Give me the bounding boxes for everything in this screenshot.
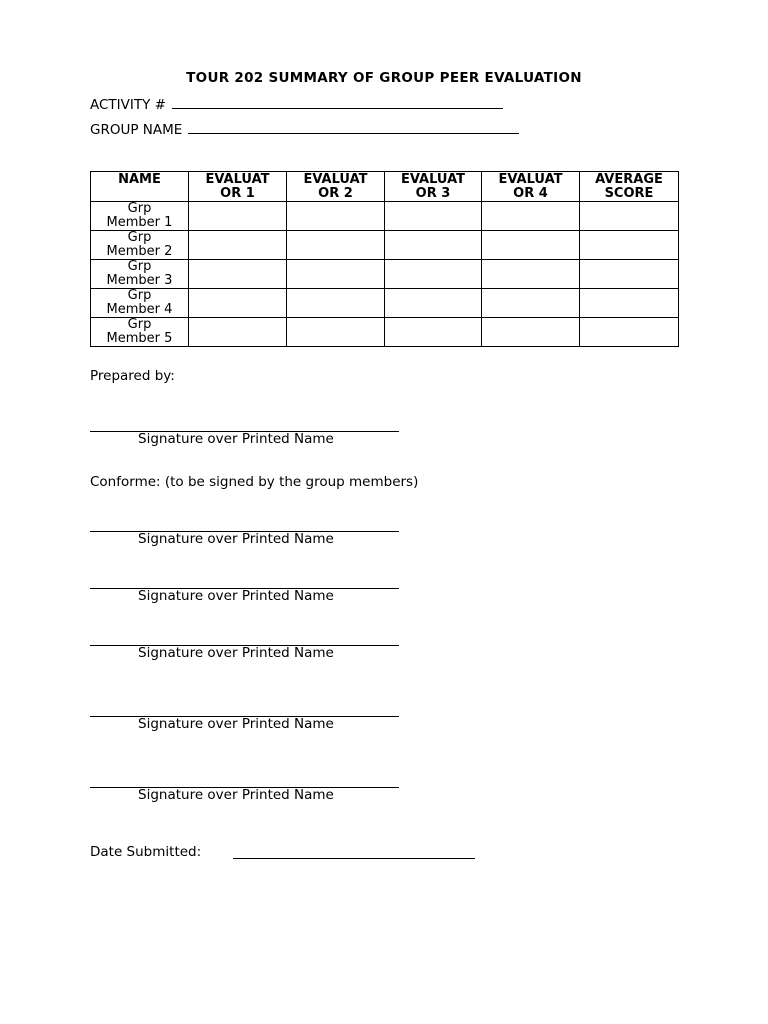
signature-caption: Signature over Printed Name xyxy=(138,787,334,803)
row-name-cell: Grp Member 4 xyxy=(91,289,189,318)
signature-caption: Signature over Printed Name xyxy=(138,431,334,447)
average-cell[interactable] xyxy=(580,202,679,231)
table-row xyxy=(91,289,679,318)
score-cell[interactable] xyxy=(482,231,580,260)
signature-caption: Signature over Printed Name xyxy=(138,645,334,661)
table-row xyxy=(91,318,679,347)
average-cell[interactable] xyxy=(580,231,679,260)
group-name-field-line[interactable] xyxy=(188,121,519,134)
group-name-label: GROUP NAME xyxy=(90,122,183,138)
score-cell[interactable] xyxy=(189,289,287,318)
score-cell[interactable] xyxy=(482,260,580,289)
score-cell[interactable] xyxy=(385,318,482,347)
score-cell[interactable] xyxy=(385,260,482,289)
score-cell[interactable] xyxy=(385,202,482,231)
header-name: NAME xyxy=(91,172,189,202)
table-row xyxy=(91,260,679,289)
table-row xyxy=(91,231,679,260)
activity-label: ACTIVITY # xyxy=(90,97,166,113)
score-cell[interactable] xyxy=(189,318,287,347)
activity-row xyxy=(90,96,503,113)
score-cell[interactable] xyxy=(482,318,580,347)
row-name-cell: Grp Member 3 xyxy=(91,260,189,289)
table-row xyxy=(91,202,679,231)
score-cell[interactable] xyxy=(385,289,482,318)
header-evaluator-4: EVALUAT OR 4 xyxy=(482,172,580,202)
signature-caption: Signature over Printed Name xyxy=(138,716,334,732)
header-average-score: AVERAGE SCORE xyxy=(580,172,679,202)
score-cell[interactable] xyxy=(189,260,287,289)
date-submitted-label: Date Submitted: xyxy=(90,844,202,860)
peer-evaluation-table xyxy=(90,171,679,347)
score-cell[interactable] xyxy=(287,202,385,231)
score-cell[interactable] xyxy=(287,260,385,289)
signature-caption: Signature over Printed Name xyxy=(138,531,334,547)
score-cell[interactable] xyxy=(287,289,385,318)
prepared-by-label: Prepared by: xyxy=(90,368,175,384)
header-evaluator-1: EVALUAT OR 1 xyxy=(189,172,287,202)
group-name-row xyxy=(90,121,519,138)
document-title: TOUR 202 SUMMARY OF GROUP PEER EVALUATION xyxy=(186,70,582,86)
score-cell[interactable] xyxy=(287,231,385,260)
score-cell[interactable] xyxy=(189,231,287,260)
row-name-cell: Grp Member 5 xyxy=(91,318,189,347)
date-submitted-line[interactable] xyxy=(233,858,475,859)
average-cell[interactable] xyxy=(580,260,679,289)
row-name-cell: Grp Member 1 xyxy=(91,202,189,231)
row-name-cell: Grp Member 2 xyxy=(91,231,189,260)
header-evaluator-3: EVALUAT OR 3 xyxy=(385,172,482,202)
header-evaluator-2: EVALUAT OR 2 xyxy=(287,172,385,202)
activity-field-line[interactable] xyxy=(172,96,503,109)
conforme-label: Conforme: (to be signed by the group members) xyxy=(90,474,419,490)
score-cell[interactable] xyxy=(287,318,385,347)
average-cell[interactable] xyxy=(580,289,679,318)
score-cell[interactable] xyxy=(482,289,580,318)
score-cell[interactable] xyxy=(385,231,482,260)
score-cell[interactable] xyxy=(189,202,287,231)
table-header-row xyxy=(91,172,679,202)
signature-caption: Signature over Printed Name xyxy=(138,588,334,604)
average-cell[interactable] xyxy=(580,318,679,347)
score-cell[interactable] xyxy=(482,202,580,231)
